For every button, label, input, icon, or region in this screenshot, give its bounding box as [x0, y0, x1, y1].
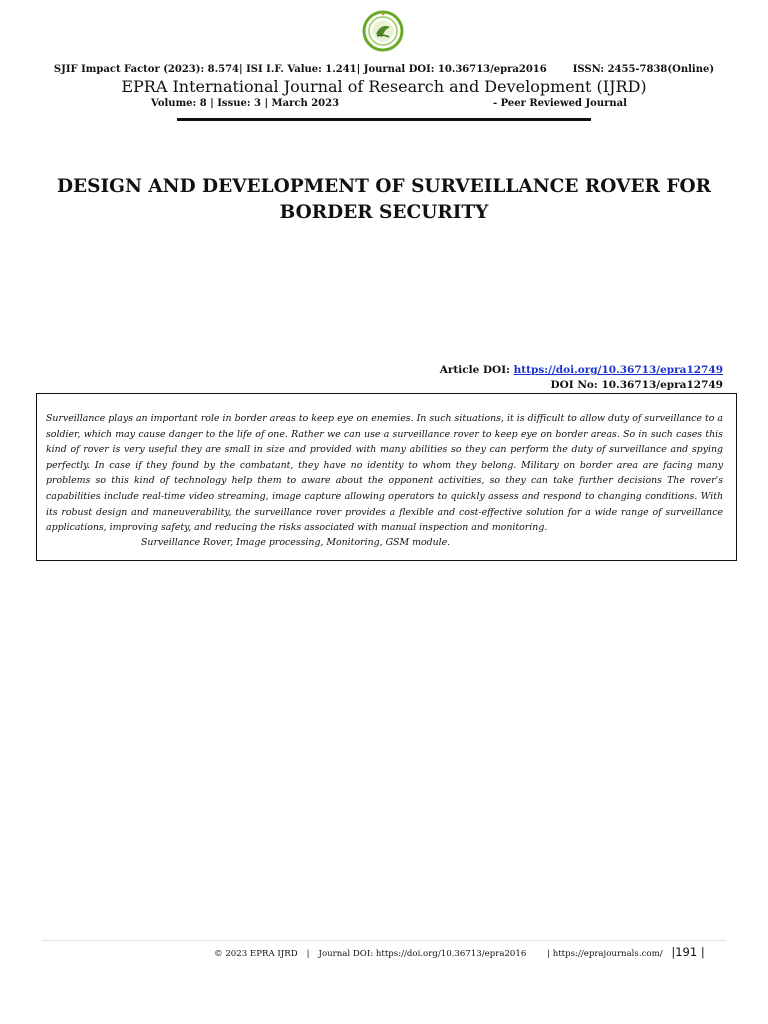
footer-website-link[interactable]: | https://eprajournals.com/ [547, 949, 663, 959]
paper-title [30, 174, 738, 226]
impact-factor-text: SJIF Impact Factor (2023): 8.574| ISI I.F. Value: 1.241| Journal DOI: 10.36713/epra2016 [53, 64, 547, 75]
footer-divider [42, 940, 726, 941]
issn-text: ISSN: 2455-7838(Online) [572, 64, 715, 75]
doi-number: DOI No: 10.36713/epra12749 [550, 379, 723, 391]
page-footer [214, 945, 705, 959]
copyright-text: © 2023 EPRA IJRD [214, 949, 298, 959]
page-number: |191 | [671, 945, 705, 959]
abstract-box [36, 393, 737, 561]
epra-logo-icon [362, 10, 404, 52]
article-doi-link[interactable]: https://doi.org/10.36713/epra12749 [513, 364, 723, 376]
paper-title-line-1: DESIGN AND DEVELOPMENT OF SURVEILLANCE ROVER FOR [57, 176, 711, 197]
paper-title-line-2: BORDER SECURITY [279, 202, 489, 223]
volume-issue-line: Volume: 8 | Issue: 3 | March 2023 [151, 98, 340, 109]
article-doi-line [440, 364, 723, 376]
keywords-text: Surveillance Rover, Image processing, Monitoring, GSM module. [141, 537, 451, 548]
footer-separator: | [306, 949, 310, 959]
journal-title: EPRA International Journal of Research and Development (IJRD) [121, 77, 647, 96]
abstract-text: Surveillance plays an important role in border areas to keep eye on enemies. In such situations, it is difficult to allow duty of surveillance to a soldier, which may cause danger to the life of one. Rather we can use a surveillance rover to keep eye on border areas. So in such cases this kind of rover is very useful they are small in size and provided with many abilities so they can perform the duty of surveillance and spying perfectly. In case if they found by the combatant, they have no identity to whom they belong. Military on border area are facing many problems so this kind of technology help them to aware about the opponent activities, so they can take further decisions The rover's capabilities include real-time video streaming, image capture allowing operators to quickly assess and respond to changing conditions. With its robust design and maneuverability, the surveillance rover provides a flexible and cost-effective solution for a wide range of surveillance applications, improving safety, and reducing the risks associated with manual inspection and monitoring. [46, 413, 723, 534]
article-doi-label: Article DOI: [439, 364, 510, 376]
journal-meta-line [0, 64, 768, 75]
footer-journal-doi[interactable]: Journal DOI: https://doi.org/10.36713/epra2016 [318, 949, 527, 959]
header-divider [177, 118, 591, 121]
peer-reviewed-label: - Peer Reviewed Journal [493, 98, 627, 109]
